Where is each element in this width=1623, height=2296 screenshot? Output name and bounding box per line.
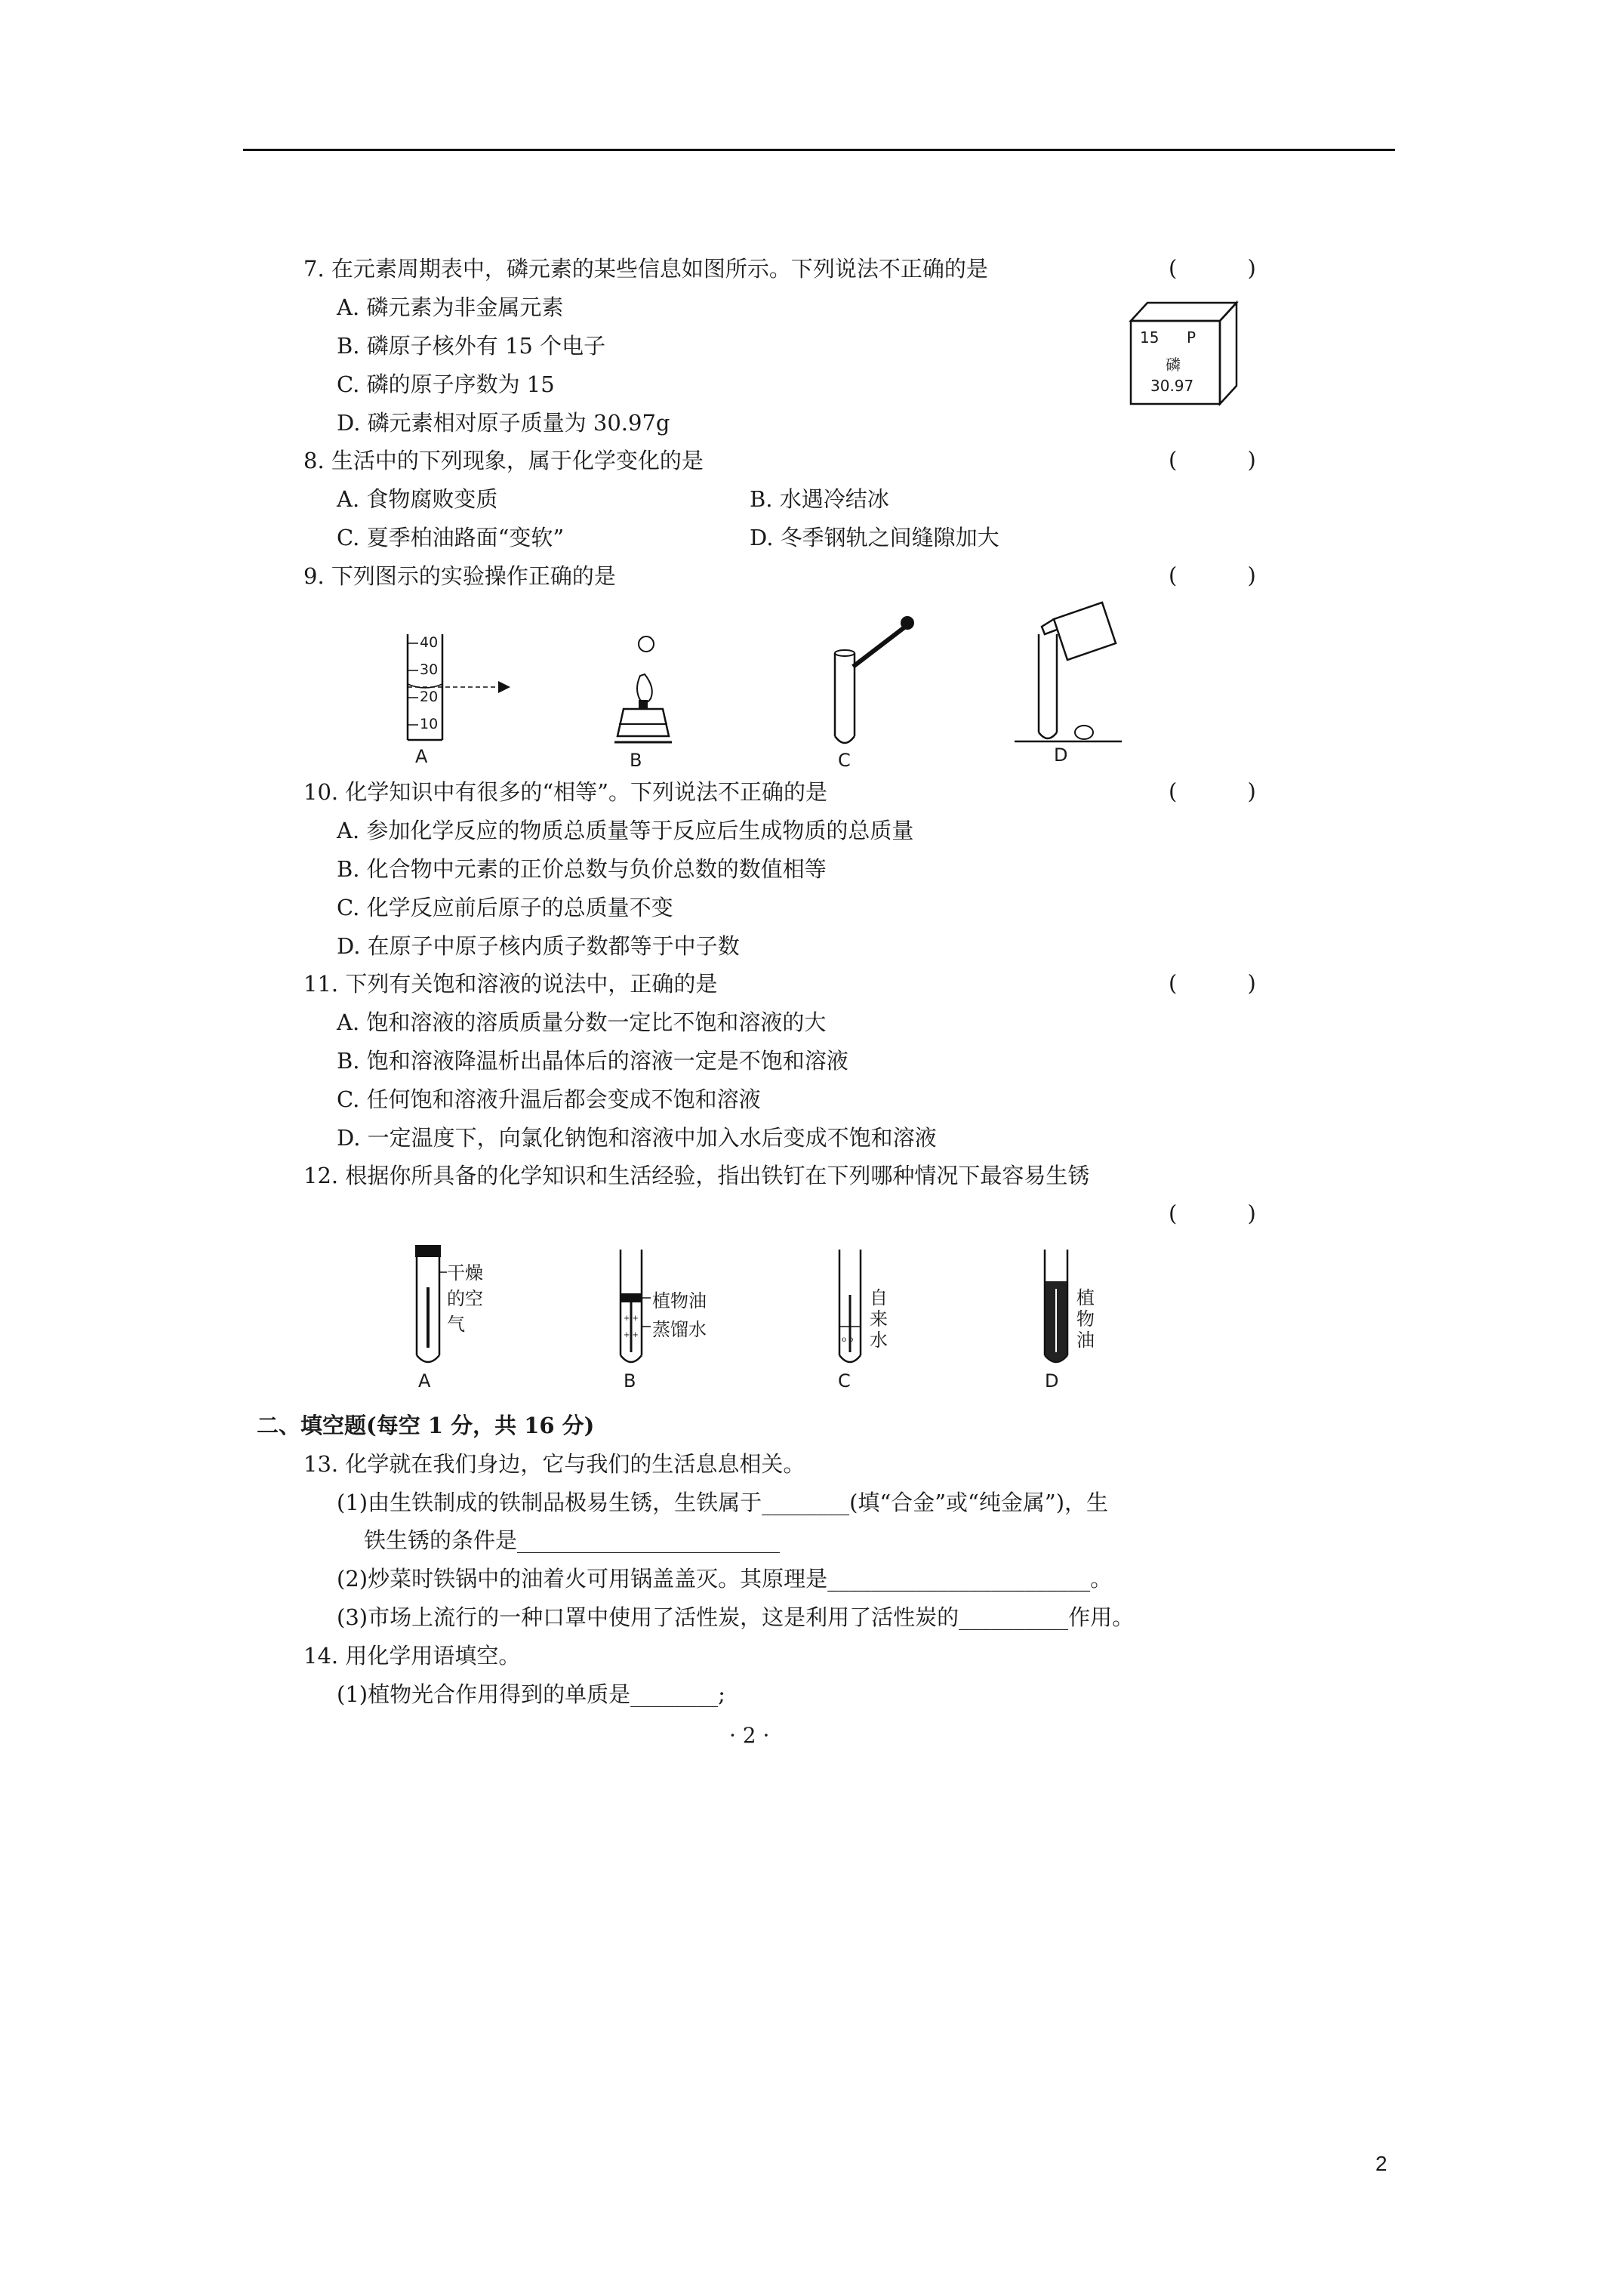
q8-stem: 8. 生活中的下列现象，属于化学变化的是 — [303, 448, 704, 473]
q13-part2: (2)炒菜时铁锅中的油着火可用锅盖盖灭。其原理是________________________。 — [337, 1566, 1113, 1592]
q9-stem: 9. 下列图示的实验操作正确的是 — [303, 563, 616, 589]
scale-30: 30 — [420, 661, 439, 678]
scale-40: 40 — [420, 634, 439, 651]
element-mass: 30.97 — [1150, 377, 1194, 395]
q10-option-b: B. 化合物中元素的正价总数与负价总数的数值相等 — [337, 856, 827, 882]
q11-option-a: A. 饱和溶液的溶质质量分数一定比不饱和溶液的大 — [337, 1009, 827, 1035]
element-name: 磷 — [1166, 356, 1181, 374]
q12-fig-a-dry-air-tube — [400, 1242, 521, 1393]
q8-option-a: A. 食物腐败变质 — [337, 486, 498, 512]
q10-answer-paren: ( ) — [1169, 778, 1288, 804]
tube-c-label-3: 水 — [870, 1330, 888, 1351]
q13-part3: (3)市场上流行的一种口罩中使用了活性炭，这是利用了活性炭的__________作用。 — [337, 1604, 1135, 1630]
tube-c-label-1: 自 — [870, 1287, 888, 1308]
q13-part1-line2: 铁生锈的条件是________________________ — [364, 1527, 781, 1553]
q13-stem: 13. 化学就在我们身边，它与我们的生活息息相关。 — [303, 1451, 805, 1477]
q9-label-a: A — [415, 746, 428, 767]
tube-d-label-1: 植 — [1076, 1287, 1095, 1308]
q12-label-b: B — [624, 1370, 636, 1391]
q12-label-d: D — [1045, 1370, 1059, 1391]
q8-option-d: D. 冬季钢轨之间缝隙加大 — [750, 525, 999, 550]
phosphorus-element-card — [1128, 298, 1241, 411]
svg-text:o o: o o — [842, 1336, 854, 1344]
q11-option-d: D. 一定温度下，向氯化钠饱和溶液中加入水后变成不饱和溶液 — [337, 1125, 937, 1151]
q12-fig-d-oil-tube — [1034, 1242, 1132, 1393]
q9-answer-paren: ( ) — [1169, 562, 1288, 588]
tube-c-label-2: 来 — [870, 1308, 888, 1330]
q7-option-c: C. 磷的原子序数为 15 — [337, 371, 555, 397]
svg-text:+ +: + + — [624, 1314, 639, 1323]
tube-a-label-3: 气 — [447, 1314, 465, 1335]
q10-option-a: A. 参加化学反应的物质总质量等于反应后生成物质的总质量 — [337, 818, 914, 843]
q12-fig-b-oil-water-tube — [611, 1242, 755, 1393]
q14-part1: (1)植物光合作用得到的单质是________; — [337, 1681, 725, 1707]
q12-fig-c-tap-water-tube — [830, 1242, 929, 1393]
q10-option-d: D. 在原子中原子核内质子数都等于中子数 — [337, 933, 740, 959]
tube-d-label-3: 油 — [1076, 1330, 1095, 1351]
q9-fig-a-cylinder — [393, 627, 528, 770]
q12-stem: 12. 根据你所具备的化学知识和生活经验，指出铁钉在下列哪种情况下最容易生锈 — [303, 1163, 1090, 1188]
q9-label-c: C — [838, 750, 851, 771]
top-rule — [243, 149, 1395, 151]
tube-b-oil-label: 植物油 — [652, 1290, 707, 1311]
page-number: 2 — [1375, 2152, 1387, 2175]
q14-stem: 14. 用化学用语填空。 — [303, 1643, 521, 1669]
q9-label-d: D — [1054, 744, 1068, 766]
scale-20: 20 — [420, 689, 439, 705]
q13-part1-line1: (1)由生铁制成的铁制品极易生锈，生铁属于________(填“合金”或“纯金属”)，生 — [337, 1490, 1109, 1515]
q11-option-b: B. 饱和溶液降温析出晶体后的溶液一定是不饱和溶液 — [337, 1048, 848, 1074]
q12-label-a: A — [418, 1370, 431, 1391]
q9-label-b: B — [630, 750, 642, 771]
q8-answer-paren: ( ) — [1169, 447, 1288, 473]
tube-a-label-2: 的空 — [447, 1288, 483, 1309]
q8-option-c: C. 夏季柏油路面“变软” — [337, 525, 565, 550]
q11-stem: 11. 下列有关饱和溶液的说法中，正确的是 — [303, 971, 718, 997]
q11-option-c: C. 任何饱和溶液升温后都会变成不饱和溶液 — [337, 1086, 761, 1112]
q7-answer-paren: ( ) — [1169, 255, 1288, 281]
q7-option-a: A. 磷元素为非金属元素 — [337, 294, 564, 320]
q9-fig-d-pouring — [1012, 596, 1125, 770]
q9-fig-b-alcohol-lamp — [596, 630, 687, 770]
tube-d-label-2: 物 — [1076, 1308, 1095, 1330]
center-page-number: · 2 · — [729, 1723, 770, 1748]
q12-answer-paren: ( ) — [1169, 1200, 1288, 1226]
tube-b-water-label: 蒸馏水 — [652, 1319, 707, 1340]
q12-label-c: C — [838, 1370, 851, 1391]
q10-stem: 10. 化学知识中有很多的“相等”。下列说法不正确的是 — [303, 779, 827, 805]
element-number: 15 — [1140, 328, 1160, 347]
q8-option-b: B. 水遇冷结冰 — [750, 486, 889, 512]
q7-stem: 7. 在元素周期表中，磷元素的某些信息如图所示。下列说法不正确的是 — [303, 256, 988, 282]
q11-answer-paren: ( ) — [1169, 970, 1288, 996]
q7-option-d: D. 磷元素相对原子质量为 30.97g — [337, 410, 670, 436]
q10-option-c: C. 化学反应前后原子的总质量不变 — [337, 895, 673, 920]
svg-text:+ +: + + — [624, 1331, 639, 1339]
q7-option-b: B. 磷原子核外有 15 个电子 — [337, 333, 606, 359]
element-symbol: P — [1187, 328, 1196, 347]
tube-a-label-1: 干燥 — [447, 1262, 483, 1284]
scale-10: 10 — [420, 716, 439, 732]
q9-fig-c-test-tube-dropper — [817, 608, 922, 770]
section-2-title: 二、填空题(每空 1 分，共 16 分) — [257, 1413, 595, 1438]
